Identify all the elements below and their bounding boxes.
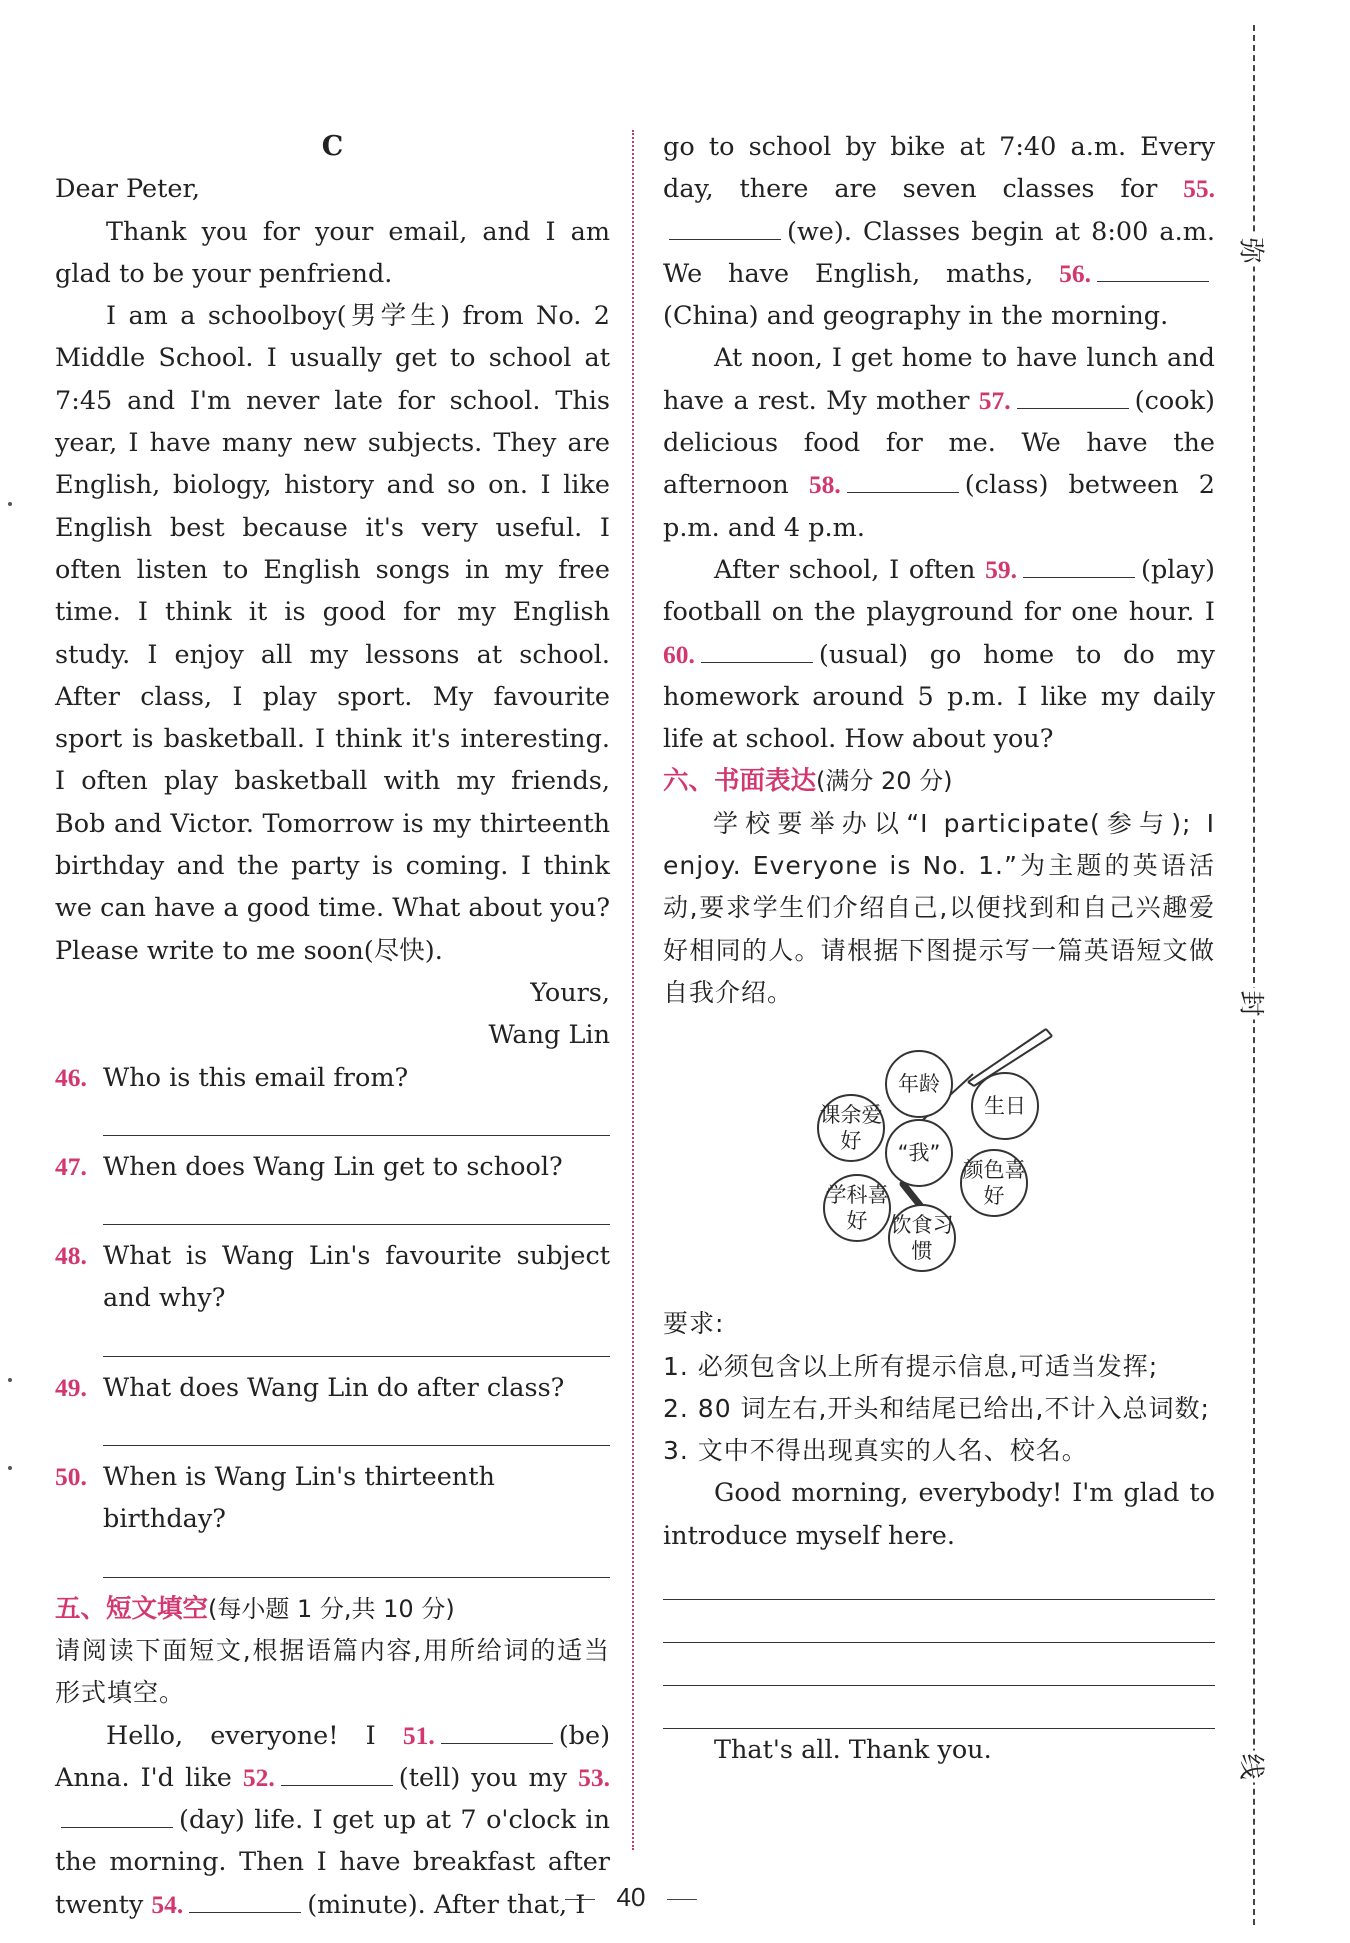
blank-60[interactable] xyxy=(701,638,813,663)
answer-line-47[interactable] xyxy=(103,1188,610,1225)
cloze-hint: (play) football on the playground for one hour. I xyxy=(663,554,1215,628)
cloze-continued xyxy=(663,126,1215,337)
cloze-hint: (we). Classes begin at 8:00 a.m. We have English, maths, xyxy=(663,216,1215,289)
page-number-dash xyxy=(565,1899,595,1900)
margin-dot xyxy=(8,1466,12,1470)
margin-dot xyxy=(8,502,12,506)
writing-line-1[interactable] xyxy=(663,1557,1215,1600)
blank-59[interactable] xyxy=(1023,553,1135,578)
blank-number-51: 51. xyxy=(402,1720,435,1750)
section-5-header xyxy=(55,1588,610,1630)
question-text: When is Wang Lin's thirteenth birthday? xyxy=(103,1462,495,1535)
margin-dot xyxy=(8,1378,12,1382)
question-number: 48. xyxy=(55,1241,87,1271)
bubble-age: 年龄 xyxy=(885,1050,953,1118)
question-48 xyxy=(55,1235,610,1320)
requirement-3: 3. 文中不得出现真实的人名、校名。 xyxy=(663,1436,1088,1466)
section-5-title: 五、短文填空 xyxy=(55,1593,209,1624)
question-number: 46. xyxy=(55,1062,87,1092)
section-6-title: 六、书面表达 xyxy=(663,766,817,797)
blank-55[interactable] xyxy=(669,215,781,240)
requirement-1: 1. 必须包含以上所有提示信息,可适当发挥; xyxy=(663,1351,1159,1381)
binding-cut-line xyxy=(1253,25,1255,1925)
question-text: What is Wang Lin's favourite subject and why? xyxy=(103,1241,610,1314)
letter-paragraph-1: Thank you for your email, and I am glad to be your penfriend. xyxy=(55,216,610,289)
page-number-dash xyxy=(667,1899,697,1900)
blank-58[interactable] xyxy=(847,468,959,493)
answer-line-49[interactable] xyxy=(103,1409,610,1446)
essay-ending: That's all. Thank you. xyxy=(714,1735,992,1766)
question-number: 50. xyxy=(55,1462,87,1492)
cloze-hint: (be) xyxy=(558,1720,611,1751)
question-49 xyxy=(55,1367,610,1409)
cloze-text: After school, I often xyxy=(714,554,976,585)
question-46 xyxy=(55,1057,610,1099)
question-50 xyxy=(55,1456,610,1541)
blank-number-56: 56. xyxy=(1059,258,1091,288)
question-text: What does Wang Lin do after class? xyxy=(103,1372,565,1403)
letter-closing: Yours, xyxy=(530,977,610,1008)
questions-list xyxy=(55,1057,610,1578)
letter-signature: Wang Lin xyxy=(488,1020,610,1051)
blank-number-53: 53. xyxy=(578,1762,610,1792)
bubble-birthday: 生日 xyxy=(971,1072,1039,1140)
cloze-hint: (day) life. I get up at 7 o'clock in the morning. Then I have breakfast after twenty xyxy=(55,1805,610,1920)
left-column xyxy=(55,126,610,1926)
letter-salutation: Dear Peter, xyxy=(55,174,200,205)
blank-53[interactable] xyxy=(61,1803,173,1828)
requirements-title: 要求: xyxy=(663,1309,725,1339)
binding-char-2: 封 xyxy=(1235,988,1272,1020)
question-text: When does Wang Lin get to school? xyxy=(103,1151,563,1182)
cloze-text: go to school by bike at 7:40 a.m. Every day, there are seven classes for xyxy=(663,132,1215,205)
blank-number-52: 52. xyxy=(242,1762,275,1792)
writing-line-3[interactable] xyxy=(663,1643,1215,1686)
blank-number-60: 60. xyxy=(663,639,695,669)
section-6-instruction: 学校要举办以“I participate(参与); I enjoy. Everyone is No. 1.”为主题的英语活动,要求学生们介绍自己,以便找到和自己兴趣爱好相同的人。请根据下图提示写一篇英语短文做自我介绍。 xyxy=(663,808,1215,1007)
cloze-text: Hello, everyone! I xyxy=(106,1720,376,1751)
cloze-paragraph-3 xyxy=(663,549,1215,760)
bubble-hobby: 课余爱好 xyxy=(817,1094,885,1162)
blank-57[interactable] xyxy=(1017,384,1129,409)
cloze-text: Anna. I'd like xyxy=(55,1762,232,1793)
blank-number-54: 54. xyxy=(151,1889,184,1919)
blank-number-55: 55. xyxy=(1183,174,1215,204)
cloze-text: At noon, I get home to have lunch and have a rest. My mother xyxy=(663,343,1215,416)
cloze-hint: (cook) delicious food for me. We have the afternoon xyxy=(663,385,1216,501)
bubble-color: 颜色喜好 xyxy=(960,1149,1028,1217)
cloze-hint: (usual) go home to do my homework around 5 p.m. I like my daily life at school. How about you? xyxy=(663,639,1215,755)
writing-line-2[interactable] xyxy=(663,1600,1215,1643)
binding-char-1: 弥 xyxy=(1235,235,1272,267)
question-text: Who is this email from? xyxy=(103,1062,409,1093)
question-number: 49. xyxy=(55,1372,87,1402)
blank-51[interactable] xyxy=(441,1719,553,1744)
blank-number-57: 57. xyxy=(978,385,1011,415)
bubble-subject: 学科喜好 xyxy=(823,1174,891,1242)
right-column xyxy=(663,126,1215,1771)
blank-56[interactable] xyxy=(1097,257,1209,282)
cloze-hint: (tell) you my xyxy=(398,1762,568,1793)
section-6-header xyxy=(663,760,1215,802)
question-47 xyxy=(55,1146,610,1188)
section-5-score: (每小题 1 分,共 10 分) xyxy=(208,1594,455,1623)
blank-52[interactable] xyxy=(281,1761,393,1786)
page-number-text: 40 xyxy=(616,1882,646,1912)
blank-number-58: 58. xyxy=(808,470,841,500)
cloze-paragraph-2 xyxy=(663,337,1215,548)
cloze-hint: (China) and geography in the morning. xyxy=(663,301,1169,332)
writing-line-4[interactable] xyxy=(663,1686,1215,1729)
question-number: 47. xyxy=(55,1151,87,1181)
binding-char-3: 线 xyxy=(1235,1751,1272,1783)
cloze-hint: (class) between 2 p.m. and 4 p.m. xyxy=(663,470,1215,543)
answer-line-48[interactable] xyxy=(103,1320,610,1357)
letter-paragraph-2: I am a schoolboy(男学生) from No. 2 Middle School. I usually get to school at 7:45 and I'm never late for school. This year, I have many new subjects. They are English, biology, history and so on. I like English best because it's very useful. I often listen to English songs in my free time. I think it is good for my English study. I enjoy all my lessons at school. After class, I play sport. My favourite sport is basketball. I think it's interesting. I often play basketball with my friends, Bob and Victor. Tomorrow is my thirteenth birthday and the party is coming. I think we can have a good time. What about you? Please write to me soon(尽快). xyxy=(55,301,610,966)
blank-number-59: 59. xyxy=(985,554,1017,584)
section-6-score: (满分 20 分) xyxy=(816,767,953,796)
passage-letter: C xyxy=(321,131,344,162)
answer-line-50[interactable] xyxy=(103,1541,610,1578)
essay-opening: Good morning, everybody! I'm glad to introduce myself here. xyxy=(663,1478,1215,1551)
section-5-instruction: 请阅读下面短文,根据语篇内容,用所给词的适当形式填空。 xyxy=(55,1635,610,1708)
magnifier-center-bubble: “我” xyxy=(885,1119,953,1187)
cloze-hint: (minute). After that, I xyxy=(307,1889,586,1920)
answer-line-46[interactable] xyxy=(103,1099,610,1136)
requirement-2: 2. 80 词左右,开头和结尾已给出,不计入总词数; xyxy=(663,1393,1210,1423)
mind-map-diagram xyxy=(663,1024,1215,1289)
column-divider xyxy=(632,130,634,1850)
bubble-diet: 饮食习惯 xyxy=(888,1204,956,1272)
page-number xyxy=(0,1882,1262,1913)
